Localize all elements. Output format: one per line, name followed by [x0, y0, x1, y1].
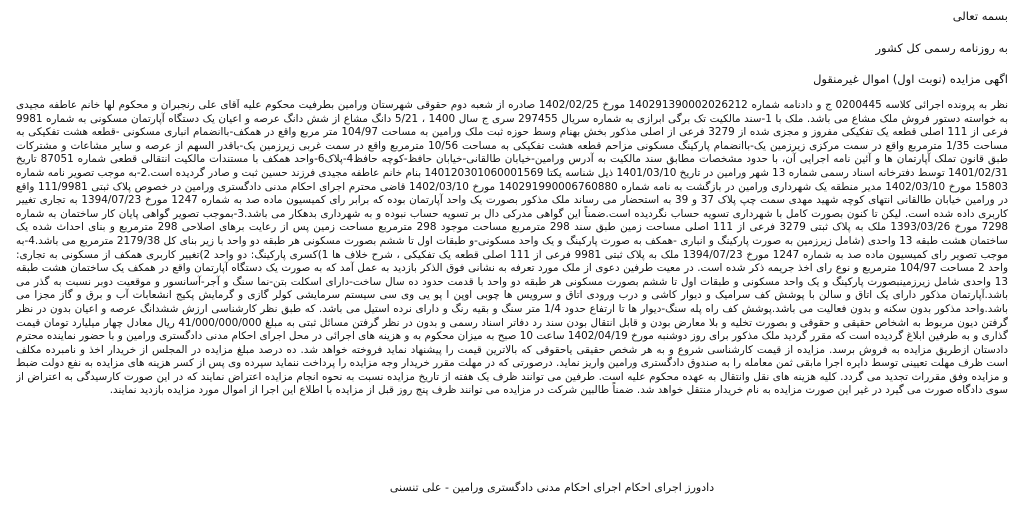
basmala-heading: بسمه تعالی — [952, 9, 1008, 23]
notice-title: اگهی مزایده (نوبت اول) اموال غیرمنقول — [813, 72, 1008, 86]
signature-line: دادورز اجرای احکام اجرای احکام مدنی دادگستری ورامین - علی تنسنی — [389, 481, 715, 494]
notice-body-text: نظر به پرونده اجرائی کلاسه 0200445 ج و دادنامه شماره 140291390002026212 مورخ 1402/02/25 صادره از شعبه دوم حقوقی شهرستان ورامین بطرفیت محکوم علیه آقای علی رنجبران و محکوم لها خانم عاطفه مجیدی به خواسته دستور فروش ملک مشاع می باشد. ملک با 1-سند مالکیت تک برگی ابرازی به شماره سریال 297455 سری ج سال 1400 ، 5/21 دانگ مشاع از شش دانگ عرصه و اعیان یک دستگاه آپارتمان مسکونی به شماره 9981 فرعی از 111 اصلی قطعه یک تفکیکی مفروز و مجزی شده از 3279 فرعی از اصلی مذکور بخش بهنام وسط حوزه ثبت ملک ورامین به مساحت 104/97 متر مربع واقع در همکف-باانضمام انباری مسکونی -قطعه هشت تفکیکی به مساحت 1/35 مترمربع واقع در سمت مرکزی زیرزمین یک-باانضمام پارکینگ مسکونی مزاحم قطعه هشت تفکیکی به مساحت 10/56 مترمربع واقع در سمت غربی زیرزمین یک-باقدر السهم از عرصه و سایر مشاعات و مشترکات طبق قانون تملک آپارتمان ها و آئین نامه اجرایی آن، با حدود مشخصات مطابق سند مالکیت به آدرس ورامین-خیابان طالقانی-خیابان حافظ-کوچه حافظ4-پلاک6-واحد همکف با مستندات مالکیت انتقالی قطعی شماره 87051 تاریخ 1401/02/31 توسط دفترخانه اسناد رسمی شماره 13 شهر ورامین در تاریخ 1401/03/10 ذیل شناسه یکتا 140120301060001569 بنام خانم عاطفه مجیدی فرزند حسین ثبت و صادر گردیده است.2-به موجب تصویر نامه شماره 15803 مورخ 1402/03/10 مدیر منطقه یک شهرداری ورامین در بازگشت به نامه شماره 140291990006760880 مورخ 1402/03/10 قاضی محترم اجرای احکام مدنی دادگستری ورامین در خصوص پلاک ثبتی 111/9981 واقع در ورامین خیابان طالقانی انتهای کوچه شهید مهدی سمت چپ پلاک 37 و 39 به استحضار می رساند ملک مذکور بصورت یک واحد آپارتمان بوده که برابر رای کمیسیون ماده صد به شماره 1247 مورخ 1394/07/23 به تجاری تغییر کاربری داده شده است. لیکن تا کنون بصورت کامل با شهرداری تسویه حساب نگردیده است.ضمناً این گواهی مدرکی دال بر تسویه حساب نبوده و به شهرداری بدهکار می باشد.3-بموجب تصویر گواهی پایان کار ساختمان به شماره 7298 مورخ 1393/03/26 ملک به پلاک ثبتی 3279 فرعی از 111 اصلی مساحت زمین طبق سند 298 مترمربع مساحت موجود 298 مترمربع مساحت زمین پس از رعایت برهای اصلاحی 298 مترمربع و بنای احداث شده یک ساختمان هشت طبقه 13 واحدی (شامل زیرزمین به صورت پارکینگ و انباری -همکف به صورت پارکینگ و یک واحد مسکونی-و طبقات اول تا ششم بصورت مسکونی هر طبقه دو واحد با زیر بنای کل 2179/38 مترمربع می باشد.4-به موجب تصویر رای کمیسیون ماده صد به شماره 1247 مورخ 1394/07/23 ملک به پلاک ثبتی 9981 فرعی از 111 اصلی قطعه یک تفکیکی ، شرح خلاف ها 1)کسری پارکینگ: دو واحد 2)تغییر کاربری همکف از مسکونی به تجاری: واحد 2 مساحت 104/97 مترمربع و نوع رای اخذ جریمه ذکر شده است. در معیت طرفین دعوی از ملک مورد تعرفه به نشانی فوق الذکر بازدید به عمل آمد که به صورت یک دستگاه آپارتمان واقع در همکف یک ساختمان هشت طبقه 13 واحدی شامل زیرزمینبصورت پارکینگ و یک واحد مسکونی و طبقات اول تا ششم بصورت مسکونی هر طبقه دو واحد با قدمت حدود ده سال ساخت-دارای اسکلت بتن-نما سنگ و آجر-آسانسور و موقعیت دوبر نسبت به گذر می باشد.آپارتمان مذکور دارای یک اتاق و سالن با پوشش کف سرامیک و دیوار کاشی و درب ورودی اتاق و سرویس ها چوبی اوپن ا پو یی وی سی سیستم سرمایشی کولر گازی و گرمایش پکیج انشعابات آب و برق و گاز مجزا می باشد.واحد مذکور بدون سکنه و بدون فعالیت می باشد.پوشش کف راه پله سنگ-دیوار ها تا ارتفاع حدود 1/4 متر سنگ و بقیه رنگ و دارای نرده استیل می باشد. که طبق نظر کارشناسی ارزش ششدانگ عرصه و اعیان بدون در نظر گرفتن دیون مربوط به اشخاص حقیقی و حقوقی و بصورت تخلیه و بلا معارض بودن و قابل انتقال بودن سند رد دفاتر اسناد رسمی و بدون در نظر گرفتن مسائل ثبتی به مبلغ 41/000/000/000 ریال معادل چهار میلیارد تومان قیمت گذاری و به طرفین ابلاغ گردیده است که مقرر گردید ملک مذکور برای روز دوشنبه مورخ 1402/04/19 ساعت 10 صبح به میزان محکوم به و هزینه های اجرائی در محل اجرای احکام مدنی دادگستری ورامین و با حضور نماینده محترم دادستان ازطریق مزایده به فروش برسد. مزایده از قیمت کارشناسی شروع و به هر شخص حقیقی یاحقوقی که بالاترین قیمت را پیشنهاد نماید فروخته خواهد شد. ده درصد مبلغ مزایده در المجلس از خریدار اخذ و نامبرده مکلف است ظرف مهلت تعیینی توسط دایره اجرا مابقی ثمن معامله را به صندوق دادگستری ورامین واریز نماید. درصورتی که در مهلت مقرر خریدار وجه مزایده را پرداخت ننماید سپرده وی پس از کسر هزینه های مزایده به نفع دولت ضبط و مزایده وفق مقررات تجدید می گردد. کلیه هزینه های نقل وانتقال به عهده محکوم علیه است. طرفین می توانند ظرف یک هفته از تاریخ مزایده نسبت به نحوه انجام مزایده اعتراض نمایند که در این صورت کارسیدگی به اعتراض از سوی دادگاه صورت می گیرد در غیر این صورت مزایده به نام خریدار منتقل خواهد شد. ضمناً طالبین شرکت در مزایده می توانند ظرف پنج روز قبل از مزایده با اطلاع این اجرا از اموال مورد مزایده بازدید نمایند. — [16, 99, 1008, 397]
newspaper-heading: به روزنامه رسمی کل کشور — [875, 41, 1008, 55]
